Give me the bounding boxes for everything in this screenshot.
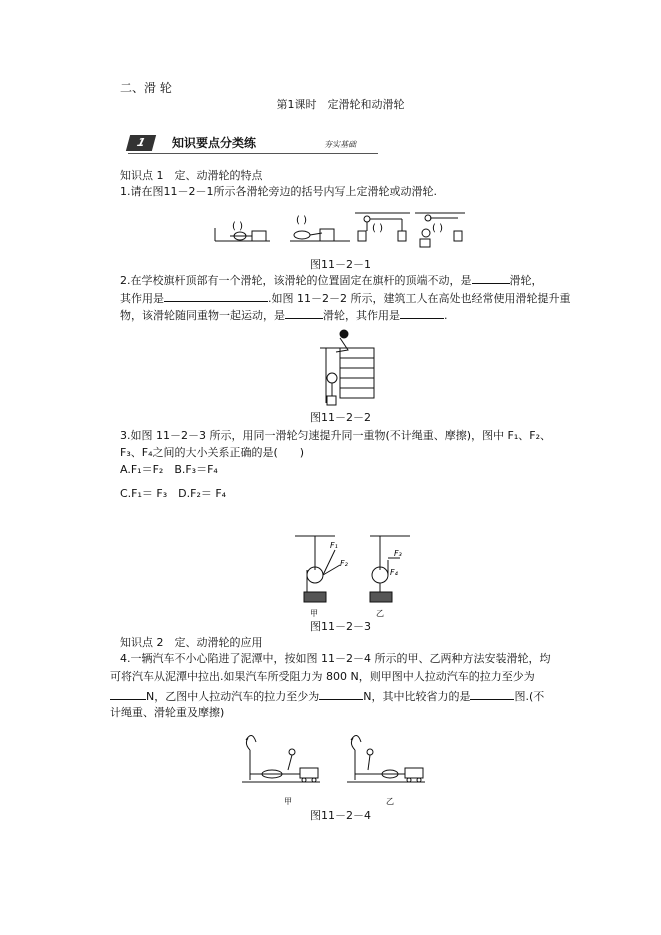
figure-4-caption: 图11－2－4 bbox=[310, 809, 371, 822]
question-2-line-3: 物，该滑轮随同重物一起运动，是 滑轮，其作用是 . bbox=[120, 309, 448, 322]
fig1-bracket: ( ) bbox=[232, 221, 243, 232]
banner-title: 知识要点分类练 bbox=[172, 136, 257, 150]
answer-blank[interactable] bbox=[110, 688, 146, 700]
question-4-line-2: 可将汽车从泥潭中拉出.如果汽车所受阻力为 800 N，则甲图中人拉动汽车的拉力至少为 bbox=[110, 670, 535, 683]
question-4-line-4: 计绳重、滑轮重及摩擦) bbox=[110, 706, 225, 719]
section-banner bbox=[128, 132, 388, 158]
svg-text:F₃: F₃ bbox=[394, 549, 402, 558]
question-3-line-1: 3.如图 11－2－3 所示，用同一滑轮匀速提升同一重物(不计绳重、摩擦)，图中 F₁、F₂、 bbox=[120, 429, 552, 442]
figure-11-2-2 bbox=[318, 328, 378, 410]
svg-text:F₁: F₁ bbox=[330, 541, 338, 550]
question-2-line-2: 其作用是 .如图 11－2－2 所示，建筑工人在高处也经常使用滑轮提升重 bbox=[120, 292, 571, 305]
option-row-1 bbox=[120, 463, 218, 477]
answer-blank[interactable] bbox=[319, 688, 363, 700]
label-jia: 甲 bbox=[310, 609, 318, 618]
figure-11-2-1 bbox=[210, 203, 470, 253]
label-yi: 乙 bbox=[386, 797, 394, 806]
option-a[interactable]: A.F₁＝F₂ bbox=[120, 463, 164, 476]
label-jia: 甲 bbox=[284, 797, 292, 806]
svg-text:F₄: F₄ bbox=[390, 568, 398, 577]
svg-text:F₂: F₂ bbox=[340, 559, 348, 568]
question-2-line-1: 2.在学校旗杆顶部有一个滑轮，该滑轮的位置固定在旗杆的顶端不动，是 滑轮， bbox=[120, 274, 543, 287]
svg-text:( ): ( ) bbox=[432, 223, 443, 234]
label-yi: 乙 bbox=[376, 609, 384, 618]
figure-1-caption: 图11－2－1 bbox=[310, 258, 371, 271]
banner-subtitle: 夯实基础 bbox=[324, 140, 356, 149]
answer-blank[interactable] bbox=[400, 307, 444, 319]
option-d[interactable]: D.F₂＝ F₄ bbox=[178, 487, 227, 500]
option-c[interactable]: C.F₁＝ F₃ bbox=[120, 487, 168, 500]
svg-text:( ): ( ) bbox=[372, 223, 383, 234]
section-title: 二、滑 轮 bbox=[120, 81, 172, 95]
lesson-title: 第1课时 定滑轮和动滑轮 bbox=[276, 98, 405, 111]
knowledge-point-2: 知识点 2 定、动滑轮的应用 bbox=[120, 636, 263, 649]
answer-blank[interactable] bbox=[472, 272, 510, 284]
question-1: 1.请在图11－2－1所示各滑轮旁边的括号内写上定滑轮或动滑轮. bbox=[120, 185, 437, 198]
knowledge-point-1: 知识点 1 定、动滑轮的特点 bbox=[120, 169, 263, 182]
banner-badge: 1 bbox=[126, 135, 156, 151]
figure-11-2-3 bbox=[290, 530, 420, 622]
option-b[interactable]: B.F₃＝F₄ bbox=[174, 463, 218, 476]
option-row-2 bbox=[120, 487, 226, 501]
question-3-line-2: F₃、F₄之间的大小关系正确的是( ) bbox=[120, 446, 305, 459]
question-4-line-3: N，乙图中人拉动汽车的拉力至少为 N，其中比较省力的是 图.(不 bbox=[110, 688, 544, 704]
svg-text:( ): ( ) bbox=[296, 215, 307, 226]
answer-blank[interactable] bbox=[285, 307, 323, 319]
question-4-line-1: 4.一辆汽车不小心陷进了泥潭中，按如图 11－2－4 所示的甲、乙两种方法安装滑轮，均 bbox=[120, 652, 551, 665]
answer-blank[interactable] bbox=[470, 688, 514, 700]
figure-2-caption: 图11－2－2 bbox=[310, 411, 371, 424]
answer-blank[interactable] bbox=[164, 290, 268, 302]
figure-11-2-4 bbox=[240, 730, 430, 810]
figure-3-caption: 图11－2－3 bbox=[310, 620, 371, 633]
